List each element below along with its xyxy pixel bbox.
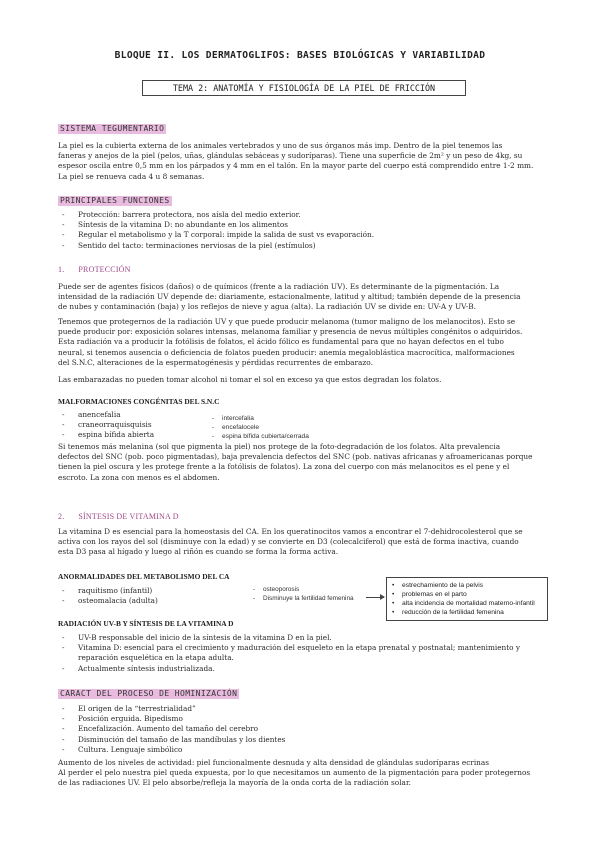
section-heading-sintesis — [58, 512, 179, 521]
proteccion-paragraph-3 — [58, 375, 544, 385]
anormalidades-consequences — [253, 585, 354, 603]
consequence-item: - Disminuye la fertilidad femenina — [253, 594, 354, 603]
proteccion-paragraph-2 — [58, 317, 544, 368]
text-line: esta D3 pasa al hígado y luego al riñón es cuando se forma la forma activa. — [58, 547, 339, 557]
sistema-line-1: La piel es la cubierta externa de los animales vertebrados y uno de sus órganos más imp. Dentro de la piel tenemos las — [58, 141, 503, 150]
text-line: Esta radiación va a producir la fotólisis de folatos, el ácido fólico es fundamental para que no hayan defectos en el tubo — [58, 337, 504, 347]
funcion-item: - Protección: barrera protectora, nos aísla del medio exterior. — [58, 210, 374, 220]
text-line: neural, si tenemos ausencia o deficiencia de folatos pueden producir: anemia megaloblástica macrocítica, malformaciones — [58, 347, 515, 357]
hominizacion-item: - Encefalización. Aumento del tamaño del cerebro — [58, 724, 285, 734]
sintesis-paragraph — [58, 527, 544, 558]
box-item: • reducción de la fertilidad femenina — [392, 608, 542, 617]
hominizacion-item: - El origen de la “terrestrialidad” — [58, 704, 285, 714]
radiacion-list — [58, 633, 520, 674]
text-line: puede producir por: exposición solares intensas, melanoma familiar y presencia de nevus múltiples congénitos o adquiridos. — [58, 327, 523, 337]
hominizacion-paragraph — [58, 758, 544, 789]
topic-subtitle-box: TEMA 2: ANATOMÍA Y FISIOLOGÍA DE LA PIEL DE FRICCIÓN — [142, 80, 466, 96]
text-line: Si tenemos más melanina (sol que pigmenta la piel) nos protege de la foto-degradación de los folatos. Alta prevalencia — [58, 442, 501, 451]
sistema-line-4: La piel se renueva cada 4 u 8 semanas. — [58, 171, 205, 181]
text-line: Puede ser de agentes físicos (daños) o de químicos (frente a la radiación UV). Es determinante de la pigmentación. La — [58, 282, 500, 291]
sistema-paragraph — [58, 141, 544, 182]
text-line: La vitamina D es esencial para la homeostasis del CA. En los queratinocitos vamos a encontrar el 7-dehidrocolesterol que se — [58, 527, 523, 536]
section-title: PROTECCIÓN — [78, 265, 131, 274]
hominizacion-list — [58, 704, 285, 755]
funcion-item: - Sentido del tacto: terminaciones nerviosas de la piel (estímulos) — [58, 241, 374, 251]
malformaciones-list — [58, 410, 154, 441]
box-item: • alta incidencia de mortalidad materno-infantil — [392, 599, 542, 608]
hominizacion-item: - Cultura. Lenguaje simbólico — [58, 745, 285, 755]
hominizacion-item: - Posición erguida. Bipedismo — [58, 714, 285, 724]
anormalidad-item: - raquitismo (infantil) — [58, 586, 158, 596]
melanina-paragraph — [58, 442, 544, 483]
box-item: • problemas en el parto — [392, 590, 542, 599]
radiacion-item: - UV-B responsable del inicio de la síntesis de la vitamina D en la piel. — [58, 633, 520, 643]
radiacion-item: - Vitamina D: esencial para el crecimiento y maduración del esqueleto en la etapa prenatal y postnatal; mantenimiento y — [58, 643, 520, 653]
text-line: de nubes y contaminación (baja) y los reflejos de nieve y agua (alta). La radiación UV se divide en: UV-A y UV-B. — [58, 302, 476, 312]
radiacion-item: - Actualmente síntesis industrializada. — [58, 664, 520, 674]
box-item: • estrechamiento de la pelvis — [392, 581, 542, 590]
anormalidades-list — [58, 586, 158, 606]
text-line: escroto. La zona con menos es el abdomen. — [58, 472, 220, 482]
malformacion-item: - anencefalia — [58, 410, 154, 420]
text-line: defectos del SNC (pob. poco pigmentadas), baja prevalencia defectos del SNC (pob. nativas africanas y afroamericanas porque — [58, 452, 533, 462]
text-line: tienen la piel oscura y les protege frente a la fotólisis de folatos). La zona del cuerpo con más melanocitos es el pene y el — [58, 462, 510, 472]
hominizacion-item: - Disminución del tamaño de las mandíbulas y los dientes — [58, 735, 285, 745]
sistema-line-2: faneras y anejos de la piel (pelos, uñas, glándulas sebáceas y sudoríparas). Tiene una superficie de 2m² y un peso de 4kg, su — [58, 151, 523, 161]
text-line: activa con los rayos del sol (disminuye con la edad) y se convierte en D3 (colecalciferol) que está de forma inactiva, cuando — [58, 537, 519, 547]
note-item: - encefalocele — [212, 423, 309, 432]
malformacion-item: - craneorraquisquisis — [58, 420, 154, 430]
malformaciones-notes — [212, 414, 309, 441]
consequence-item: - osteoporosis — [253, 585, 354, 594]
section-heading-proteccion — [58, 265, 131, 274]
text-line: intensidad de la radiación UV depende de: diariamente, estacionalmente, latitud y altitud; también depende de la presencia — [58, 292, 521, 302]
text-line: Las embarazadas no pueden tomar alcohol ni tomar el sol en exceso ya que estos degradan los folatos. — [58, 375, 442, 384]
section-heading-funciones: PRINCIPALES FUNCIONES — [60, 196, 170, 205]
arrow-icon — [366, 597, 384, 598]
radiacion-item-continued: reparación esquelética en la etapa adulta. — [78, 653, 234, 663]
section-title: SÍNTESIS DE VITAMINA D — [78, 512, 179, 521]
section-heading-hominizacion: CARACT DEL PROCESO DE HOMINIZACIÓN — [60, 689, 238, 698]
anormalidad-item: - osteomalacia (adulta) — [58, 596, 158, 606]
heading-radiacion: RADIACIÓN UV-B Y SÍNTESIS DE LA VITAMINA D — [58, 619, 234, 628]
fertility-consequences-box — [386, 577, 548, 621]
heading-anormalidades: ANORMALIDADES DEL METABOLISMO DEL CA — [58, 572, 230, 581]
heading-malformaciones: MALFORMACIONES CONGÉNITAS DEL S.N.C — [58, 397, 220, 406]
section-heading-sistema: SISTEMA TEGUMENTARIO — [60, 124, 165, 133]
section-number: 1. — [58, 265, 65, 274]
note-item: - espina bífida cubierta/cerrada — [212, 432, 309, 441]
text-line: Tenemos que protegernos de la radiación UV y que puede producir melanoma (tumor maligno de los melanocitos). Esto se — [58, 317, 516, 326]
text-line: Aumento de los niveles de actividad: piel funcionalmente desnuda y alta densidad de glándulas sudoríparas ecrinas — [58, 758, 490, 767]
text-line: Al perder el pelo nuestra piel queda expuesta, por lo que necesitamos un aumento de la pigmentación para poder protegernos — [58, 768, 531, 778]
funcion-item: - Regular el metabolismo y la T corporal: impide la salida de sust vs evaporación. — [58, 230, 374, 240]
funciones-list — [58, 210, 374, 251]
sistema-line-3: espesor oscila entre 0,5 mm en los párpados y 4 mm en el talón. En la mayor parte del cuerpo está comprendido entre 1-2 mm. — [58, 161, 534, 171]
section-number: 2. — [58, 512, 65, 521]
text-line: de las radiaciones UV. El pelo absorbe/refleja la mayoría de la onda corta de la radiación solar. — [58, 778, 411, 788]
document-title: BLOQUE II. LOS DERMATOGLIFOS: BASES BIOLÓGICAS Y VARIABILIDAD — [114, 50, 486, 61]
proteccion-paragraph-1 — [58, 282, 544, 313]
text-line: del S.N.C, alteraciones de la espermatogénesis y pérdidas recurrentes de embarazo. — [58, 357, 373, 367]
funcion-item: - Síntesis de la vitamina D: no abundante en los alimentos — [58, 220, 374, 230]
malformacion-item: - espina bífida abierta — [58, 430, 154, 440]
note-item: - intercefalia — [212, 414, 309, 423]
